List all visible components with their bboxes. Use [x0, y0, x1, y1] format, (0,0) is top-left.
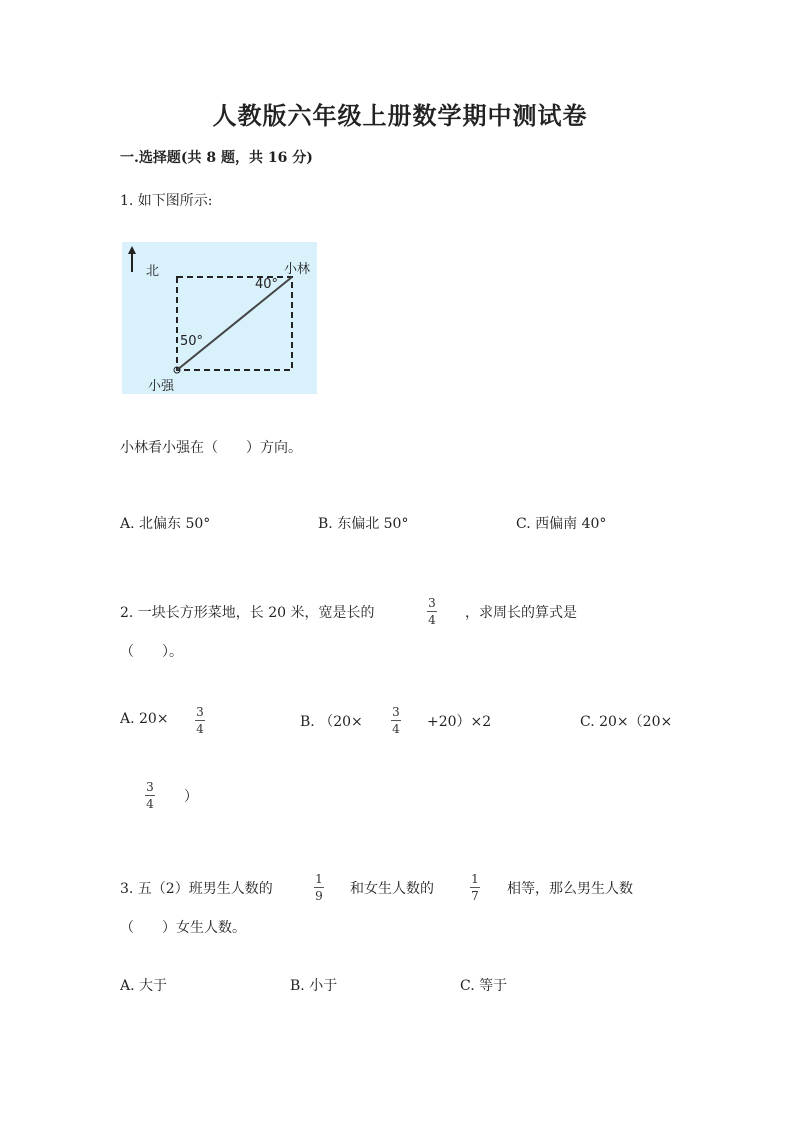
q1-stem: 1. 如下图所示: — [120, 193, 213, 209]
fraction-denominator: 4 — [146, 797, 154, 811]
q3-stem-part1: 3. 五（2）班男生人数的 — [120, 881, 273, 897]
q2-option-c-fraction — [145, 780, 155, 811]
q1-option-c[interactable]: C. 西偏南 40° — [516, 516, 607, 532]
page-title: 人教版六年级上册数学期中测试卷 — [212, 101, 588, 130]
section-heading-choice: 一.选择题(共 8 题，共 16 分) — [120, 150, 313, 166]
q3-option-a[interactable]: A. 大于 — [120, 978, 168, 994]
fraction-numerator: 3 — [196, 705, 204, 719]
q1-option-b[interactable]: B. 东偏北 50° — [318, 516, 409, 532]
north-label: 北 — [146, 264, 160, 279]
q2-option-a-fraction — [195, 705, 205, 736]
q3-stem-part3: 相等，那么男生人数 — [507, 881, 633, 897]
q1-direction-figure — [122, 242, 317, 394]
q3-option-b[interactable]: B. 小于 — [290, 978, 338, 994]
q3-stem-part2: 和女生人数的 — [350, 881, 434, 897]
q2-option-c-part1[interactable]: C. 20×（20× — [580, 714, 673, 730]
q3-stem-part4: （ ）女生人数。 — [120, 920, 246, 936]
q2-option-a[interactable]: A. 20× — [120, 711, 169, 727]
q1-option-a[interactable]: A. 北偏东 50° — [120, 516, 211, 532]
q2-option-b-part1[interactable]: B. （20× — [300, 714, 363, 730]
q3-fraction-girls — [470, 872, 480, 903]
fraction-denominator: 4 — [392, 722, 400, 736]
q3-fraction-boys — [314, 872, 324, 903]
q2-stem-part2: ，求周长的算式是 — [465, 605, 577, 621]
q2-stem-part1: 2. 一块长方形菜地，长 20 米，宽是长的 — [120, 605, 375, 621]
q3-option-c[interactable]: C. 等于 — [460, 978, 508, 994]
q2-option-c-part2: ） — [184, 789, 198, 805]
fraction-denominator: 4 — [196, 722, 204, 736]
fraction-denominator: 9 — [315, 889, 323, 903]
q2-option-b-part2: +20）×2 — [427, 714, 492, 730]
qiang-label: 小强 — [148, 379, 175, 394]
north-arrow-icon — [128, 246, 136, 254]
q1-question: 小林看小强在（ ）方向。 — [120, 440, 302, 456]
q2-stem-fraction — [427, 596, 437, 627]
q2-stem-part3: （ ）。 — [120, 644, 183, 660]
fraction-denominator: 4 — [428, 613, 436, 627]
fraction-numerator: 3 — [428, 596, 436, 610]
fraction-denominator: 7 — [471, 889, 479, 903]
lin-label: 小林 — [284, 262, 311, 277]
fraction-numerator: 1 — [315, 872, 323, 886]
angle-50-label: 50° — [180, 334, 204, 349]
angle-40-label: 40° — [255, 277, 279, 292]
q2-option-b-fraction — [391, 705, 401, 736]
fraction-numerator: 3 — [146, 780, 154, 794]
fraction-numerator: 3 — [392, 705, 400, 719]
fraction-numerator: 1 — [471, 872, 479, 886]
